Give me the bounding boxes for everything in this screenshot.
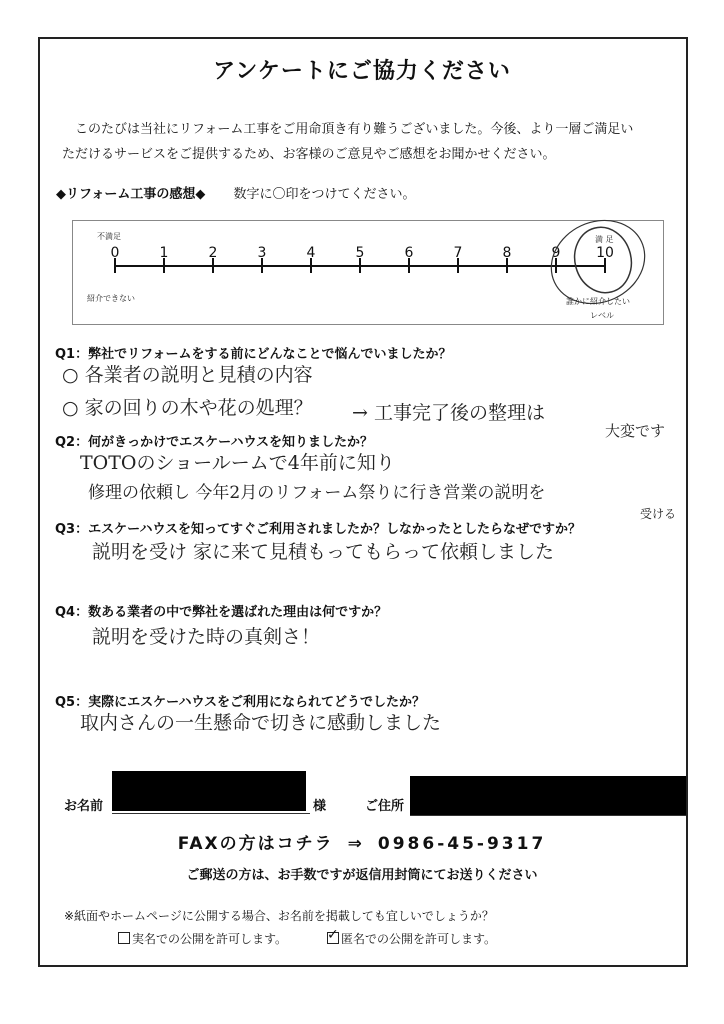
scale-number-10[interactable]: 10 bbox=[596, 245, 614, 261]
publish-real-checkbox[interactable] bbox=[118, 932, 130, 944]
answer-1-line-4: 大変です bbox=[605, 422, 666, 440]
scale-number-9[interactable]: 9 bbox=[551, 245, 561, 261]
scale-right-top-label: 満 足 bbox=[595, 235, 614, 244]
scale-number-1[interactable]: 1 bbox=[159, 245, 169, 261]
scale-number-8[interactable]: 8 bbox=[502, 245, 512, 261]
answer-1-line-3: → 工事完了後の整理は bbox=[352, 402, 545, 424]
scale-number-7[interactable]: 7 bbox=[453, 245, 463, 261]
scale-right-bottom-label-2: レベル bbox=[590, 311, 614, 320]
scale-number-5[interactable]: 5 bbox=[355, 245, 365, 261]
fax-line bbox=[0, 829, 724, 854]
section-instruction: 数字に〇印をつけてください。 bbox=[233, 187, 416, 202]
scale-number-2[interactable]: 2 bbox=[208, 245, 218, 261]
answer-1-line-2: ○ 家の回りの木や花の処理？ bbox=[62, 397, 313, 419]
answer-4: 説明を受けた時の真剣さ！ bbox=[92, 626, 321, 648]
publish-question: ※紙面やホームページに公開する場合、お名前を掲載しても宜しいでしょうか？ bbox=[64, 909, 494, 923]
scale-number-4[interactable]: 4 bbox=[306, 245, 316, 261]
fax-text: FAXの方はコチラ bbox=[177, 834, 334, 854]
name-suffix: 様 bbox=[313, 799, 327, 814]
answer-1-line-1: ○ 各業者の説明と見積の内容 bbox=[62, 364, 313, 386]
address-label: ご住所 bbox=[365, 799, 405, 814]
address-underline bbox=[410, 815, 686, 816]
mail-instruction: ご郵送の方は、お手数ですが返信用封筒にてお送りください bbox=[186, 868, 538, 883]
fax-number: 0986-45-9317 bbox=[377, 834, 547, 854]
scale-number-6[interactable]: 6 bbox=[404, 245, 414, 261]
question-3: Q3：エスケーハウスを知ってすぐご利用されましたか？しなかったとしたらなぜですか？ bbox=[55, 522, 582, 537]
scale-left-bottom-label: 紹介できない bbox=[87, 294, 135, 303]
scale-left-top-label: 不満足 bbox=[97, 232, 121, 241]
address-redaction bbox=[410, 776, 686, 815]
publish-anon-checkbox[interactable] bbox=[327, 932, 339, 944]
name-underline bbox=[112, 813, 310, 814]
name-redaction bbox=[112, 771, 306, 811]
question-1: Q1：弊社でリフォームをする前にどんなことで悩んでいましたか？ bbox=[55, 347, 452, 362]
publish-real-label: 実名での公開を許可します。 bbox=[132, 932, 288, 946]
answer-2-line-1: TOTOのショールームで4年前に知り bbox=[80, 452, 395, 474]
intro-line-2: ただけるサービスをご提供するため、お客様のご意見やご感想をお聞かせください。 bbox=[62, 147, 556, 162]
fax-arrow: ⇒ bbox=[347, 834, 364, 854]
answer-2-line-2: 修理の依頼し 今年2月のリフォーム祭りに行き営業の説明を bbox=[88, 483, 546, 503]
answer-3: 説明を受け 家に来て見積もってもらって依頼しました bbox=[92, 541, 555, 563]
answer-2-line-3: 受ける bbox=[640, 507, 677, 521]
scale-number-3[interactable]: 3 bbox=[257, 245, 267, 261]
publish-real-option[interactable] bbox=[118, 930, 287, 947]
question-5: Q5：実際にエスケーハウスをご利用になられてどうでしたか？ bbox=[55, 695, 426, 710]
question-4: Q4：数ある業者の中で弊社を選ばれた理由は何ですか？ bbox=[55, 605, 388, 620]
intro-line-1: このたびは当社にリフォーム工事をご用命頂き有り難うございました。今後、より一層ご満足い bbox=[75, 122, 634, 137]
scale-right-bottom-label-1: 誰かに紹介したい bbox=[566, 297, 630, 306]
survey-title: アンケートにご協力ください bbox=[213, 59, 511, 84]
publish-anon-label: 匿名での公開を許可します。 bbox=[341, 932, 497, 946]
section-title: ◆リフォーム工事の感想◆ bbox=[56, 187, 206, 202]
name-label: お名前 bbox=[64, 799, 104, 814]
publish-anon-option[interactable] bbox=[327, 930, 496, 947]
answer-5: 取内さんの一生懸命で切きに感動しました bbox=[80, 712, 442, 734]
scale-number-0[interactable]: 0 bbox=[110, 245, 120, 261]
question-2: Q2：何がきっかけでエスケーハウスを知りましたか？ bbox=[55, 435, 374, 450]
